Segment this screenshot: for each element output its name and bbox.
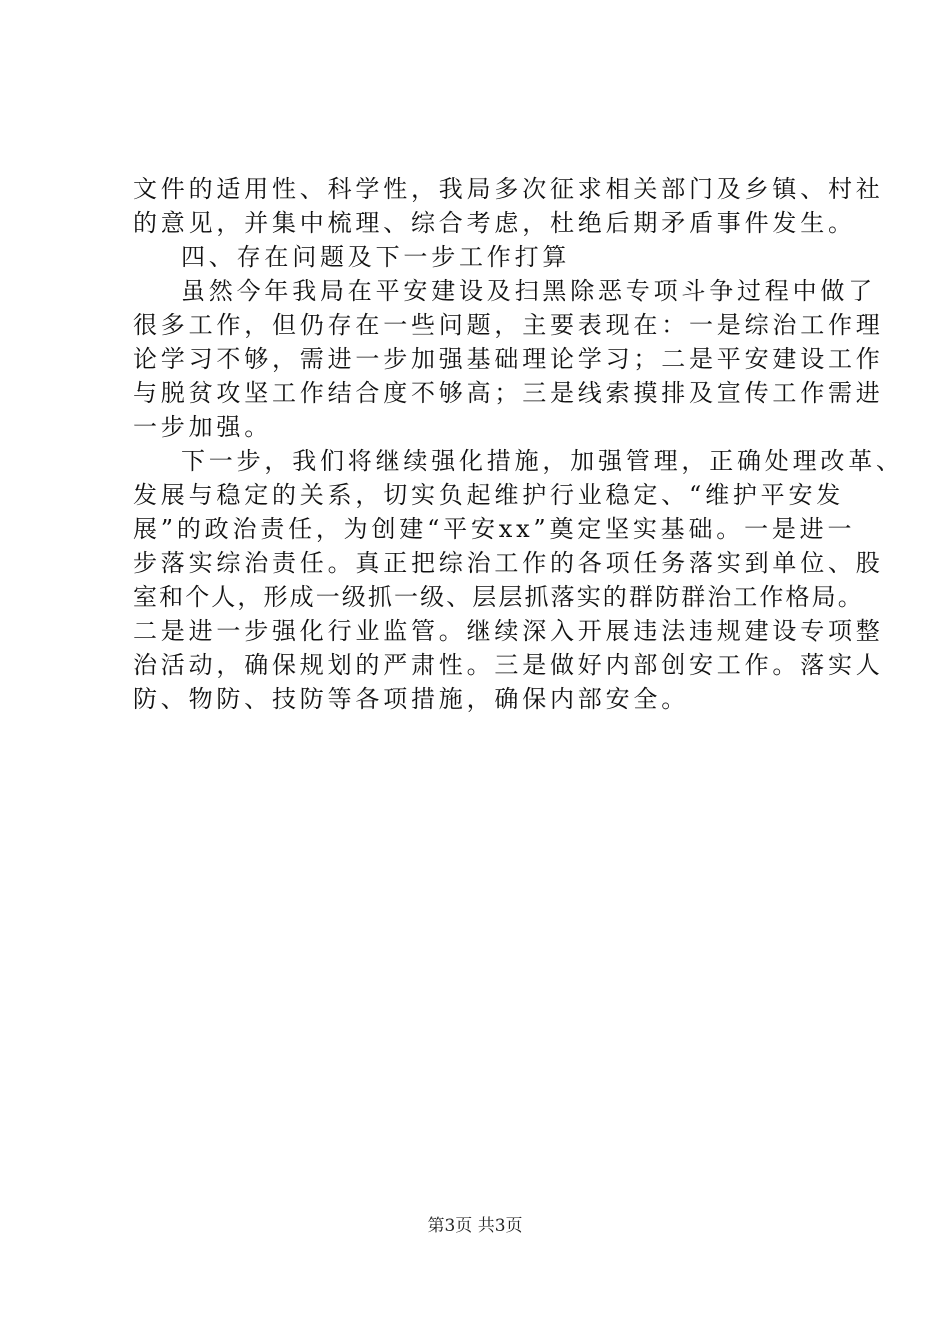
text-line: 步落实综治责任。真正把综治工作的各项任务落实到单位、股	[133, 549, 884, 577]
text-line: 论学习不够，需进一步加强基础理论学习；二是平安建设工作	[133, 345, 884, 373]
text-line: 虽然今年我局在平安建设及扫黑除恶专项斗争过程中做了	[181, 277, 876, 305]
page-number-footer: 第3页 共3页	[427, 1216, 523, 1236]
text-line: 很多工作，但仍存在一些问题，主要表现在：一是综治工作理	[133, 311, 884, 339]
text-line: 防、物防、技防等各项措施，确保内部安全。	[133, 685, 689, 713]
text-line: 室和个人，形成一级抓一级、层层抓落实的群防群治工作格局。	[133, 583, 864, 611]
text-line: 文件的适用性、科学性，我局多次征求相关部门及乡镇、村社	[133, 175, 884, 203]
text-line: 下一步，我们将继续强化措施，加强管理，正确处理改革、	[181, 447, 904, 475]
text-line: 与脱贫攻坚工作结合度不够高；三是线索摸排及宣传工作需进	[133, 379, 884, 407]
text-line: 展”的政治责任，为创建“平安xx”奠定坚实基础。一是进一	[133, 515, 856, 543]
text-line: 发展与稳定的关系，切实负起维护行业稳定、“维护平安发	[133, 481, 845, 509]
text-line: 的意见，并集中梳理、综合考虑，杜绝后期矛盾事件发生。	[133, 209, 856, 237]
section-heading: 四、存在问题及下一步工作打算	[181, 243, 571, 271]
text-line: 二是进一步强化行业监管。继续深入开展违法违规建设专项整	[133, 617, 884, 645]
text-line: 一步加强。	[133, 413, 272, 441]
text-line: 治活动，确保规划的严肃性。三是做好内部创安工作。落实人	[133, 651, 884, 679]
